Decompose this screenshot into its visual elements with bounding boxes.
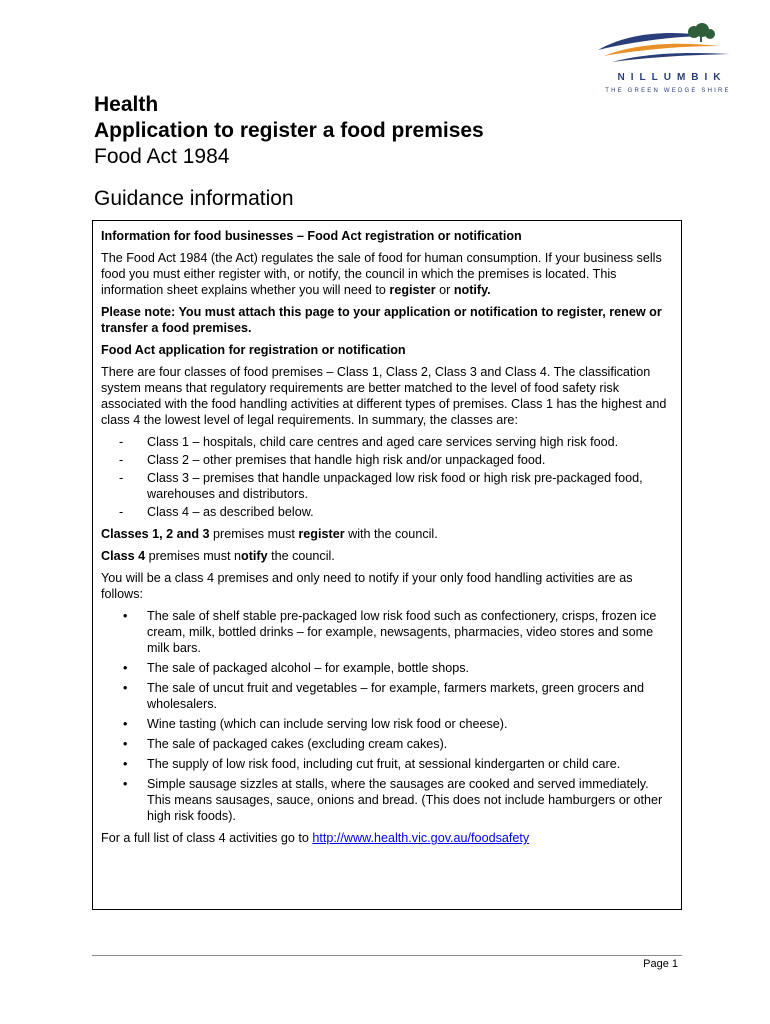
full-list-paragraph: For a full list of class 4 activities go to http://www.health.vic.gov.au/foodsafety [101,831,530,845]
act-subtitle: Food Act 1984 [94,145,230,168]
list-item: • The supply of low risk food, including cut fruit, at sessional kindergarten or child care. [101,756,673,772]
application-heading: Food Act application for registration or notification [101,343,406,357]
intro-paragraph: The Food Act 1984 (the Act) regulates the sale of food for human consumption. If your business sells food you must either register with, or notify, the council in which the premises is located. This information sheet explains whether you will need to register or notify. [101,251,662,297]
register-paragraph: Classes 1, 2 and 3 premises must register with the council. [101,527,438,541]
list-item: - Class 2 – other premises that handle high risk and/or unpackaged food. [101,452,673,468]
nillumbik-logo [590,22,740,102]
list-item: • The sale of packaged cakes (excluding cream cakes). [101,736,673,752]
list-item: • The sale of shelf stable pre-packaged low risk food such as confectionery, crisps, frozen ice cream, milk, bottled drinks – for example, newsagents, pharmacies, video stores and some milk bars. [101,608,673,656]
title-block [94,92,484,212]
class4-intro: You will be a class 4 premises and only need to notify if your only food handling activities are as follows: [101,571,633,601]
list-item: - Class 3 – premises that handle unpackaged low risk food or high risk pre-packaged food, warehouses and distributors. [101,470,673,502]
classes-list [101,434,673,520]
list-item: - Class 4 – as described below. [101,504,673,520]
section-title: Guidance information [94,187,294,210]
logo-name: NILLUMBIK [617,72,727,83]
list-item: • Wine tasting (which can include serving low risk food or cheese). [101,716,673,732]
notify-paragraph: Class 4 premises must notify the council. [101,549,335,563]
classes-intro: There are four classes of food premises – Class 1, Class 2, Class 3 and Class 4. The classification system means that regulatory requirements are better matched to the level of food safety risk associated with the food handling activities at different types of premises. Class 1 has the highest and class 4 the lowest level of legal requirements. In summary, the classes are: [101,365,667,427]
list-item: • The sale of uncut fruit and vegetables – for example, farmers markets, green grocers and wholesalers. [101,680,673,712]
guidance-box [92,220,682,910]
class4-list [101,608,673,824]
list-item: • Simple sausage sizzles at stalls, where the sausages are cooked and served immediately. This means sausages, sauce, onions and bread. (This does not include hamburgers or other high risk foods). [101,776,673,824]
foodsafety-link[interactable]: http://www.health.vic.gov.au/foodsafety [312,831,530,845]
list-item: - Class 1 – hospitals, child care centres and aged care services serving high risk food. [101,434,673,450]
health-heading: Health [94,93,159,116]
page-number: Page 1 [643,958,678,970]
list-item: • The sale of packaged alcohol – for example, bottle shops. [101,660,673,676]
logo-tagline: THE GREEN WEDGE SHIRE [605,88,731,94]
logo-landscape-icon [590,22,740,70]
footer-divider [92,955,682,956]
info-heading: Information for food businesses – Food Act registration or notification [101,229,522,243]
attach-note: Please note: You must attach this page to your application or notification to register, renew or transfer a food premises. [101,305,662,335]
page-title: Application to register a food premises [94,119,484,142]
